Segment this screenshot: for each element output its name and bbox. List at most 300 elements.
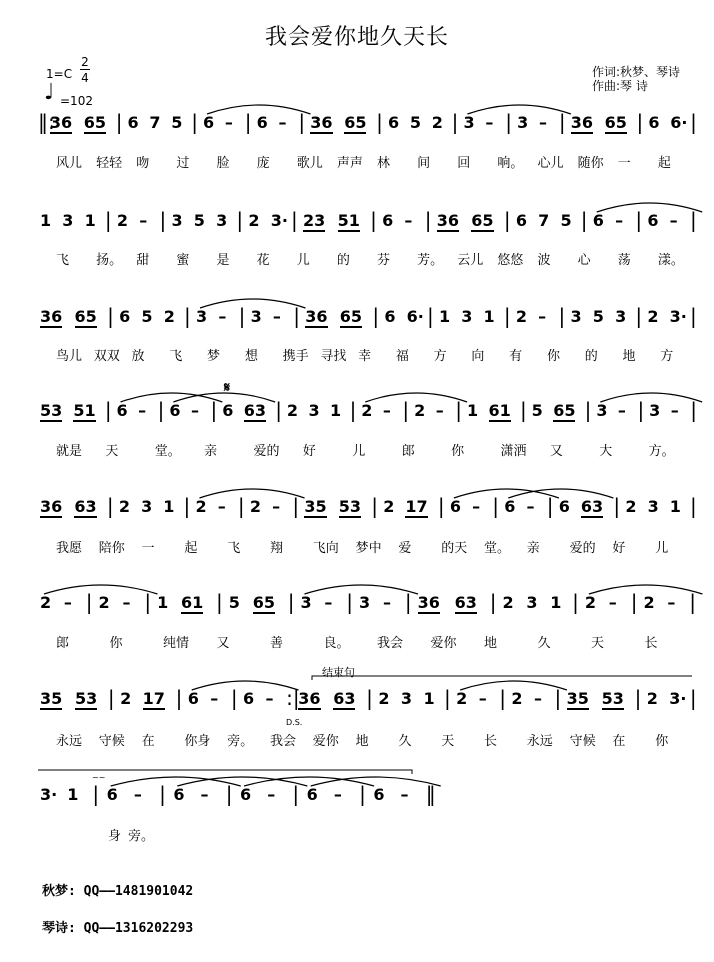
lyric-word: 荡	[617, 253, 631, 268]
note: 3	[570, 307, 582, 326]
note: –	[218, 307, 227, 326]
note: –	[485, 113, 494, 132]
note: 1	[423, 689, 435, 708]
tie-layer	[0, 196, 714, 216]
note: 35	[304, 497, 327, 516]
lyric-word: 吻	[136, 156, 150, 171]
note: 36	[570, 113, 593, 132]
tie-layer	[0, 482, 714, 502]
note: 5	[141, 307, 153, 326]
lyric-word: 你	[655, 734, 669, 749]
note: –	[472, 497, 481, 516]
bar-line: |	[580, 208, 588, 232]
bar-line: |	[492, 494, 500, 518]
note: 5	[531, 401, 543, 420]
bar-line: |	[437, 494, 445, 518]
note: 1	[163, 497, 175, 516]
lyric-word: 幸	[358, 349, 372, 364]
bar-line: |	[104, 208, 112, 232]
note: 2	[584, 593, 597, 612]
bar-line: |	[402, 398, 410, 422]
bar-line: |	[225, 782, 233, 806]
lyric-word: 长	[644, 636, 658, 651]
lyric-word: 爱你	[312, 734, 339, 749]
note: 6	[222, 401, 234, 420]
bar-line: |	[293, 304, 300, 328]
mordent-icon: ~~	[92, 773, 106, 782]
lyric-word: 扬。	[96, 253, 123, 268]
bar-line: |	[499, 686, 506, 710]
tie-layer	[0, 292, 714, 312]
lyric-word: 潇洒	[500, 444, 527, 459]
lyric-word: 爱	[398, 541, 412, 556]
lyric-word: 方	[433, 349, 447, 364]
bar-line: |	[424, 208, 432, 232]
tie-layer	[0, 386, 714, 406]
note: 6	[116, 401, 128, 420]
lyric-word: 一	[141, 541, 155, 556]
bar-line: |	[613, 494, 621, 518]
note: 6	[504, 497, 516, 516]
quarter-note-icon: ♩	[44, 80, 55, 105]
bar-line: |	[489, 590, 497, 614]
note: –	[63, 593, 72, 612]
note: 6	[256, 113, 268, 132]
tie-arc	[44, 585, 157, 594]
note: 6	[387, 113, 400, 132]
lyric-word: 悠悠	[497, 253, 524, 268]
bar-line: |	[503, 208, 511, 232]
note: –	[210, 689, 219, 708]
note: –	[133, 785, 142, 804]
note: 36	[40, 307, 63, 326]
note: 36	[310, 113, 333, 132]
note: 63	[243, 401, 267, 420]
lyric-word: 有	[509, 349, 523, 364]
note: –	[190, 401, 199, 420]
lyric-word: 的	[584, 349, 598, 364]
lyric-word: 长	[484, 734, 498, 749]
lyric-word: 芳。	[417, 253, 444, 268]
note: 3	[649, 401, 661, 420]
lyric-word: 郎	[56, 636, 70, 651]
note: 2	[647, 307, 659, 326]
note: 3·	[669, 307, 687, 326]
bar-line: |	[404, 590, 412, 614]
note: 3·	[270, 211, 288, 230]
tie-arc	[597, 203, 702, 212]
lyric-word: 心	[577, 253, 591, 268]
note: –	[617, 401, 626, 420]
lyric-word: 梦	[207, 349, 221, 364]
bar-line: |	[157, 398, 165, 422]
note: –	[533, 689, 542, 708]
lyric-word: 飞	[169, 349, 183, 364]
note: 1	[483, 307, 495, 326]
lyric-word: 我会	[377, 636, 404, 651]
lyric-word: 天	[105, 444, 119, 459]
bar-line: |	[689, 590, 696, 614]
lyric-word: 我会	[270, 734, 297, 749]
note: 3	[62, 211, 74, 230]
bar-line: |	[636, 110, 644, 134]
lyric-word: 地	[622, 349, 636, 364]
lyric-word: 在	[612, 734, 626, 749]
note: 53	[601, 689, 624, 708]
note: 17	[142, 689, 165, 708]
lyric-word: 方。	[648, 444, 675, 459]
note: 1	[157, 593, 169, 612]
bar-line: |	[370, 208, 377, 232]
note: 1	[550, 593, 562, 612]
lyric-word: 庞	[256, 156, 270, 171]
note: 2	[456, 689, 468, 708]
lyric-word: 回	[457, 156, 471, 171]
note: –	[615, 211, 624, 230]
note: 6	[173, 785, 185, 804]
bar-line: |	[519, 398, 527, 422]
lyric-word: 是	[216, 253, 230, 268]
bar-line: |	[210, 398, 218, 422]
lyric-word: 堂。	[484, 541, 511, 556]
note: 2	[378, 689, 390, 708]
note: 1	[669, 497, 681, 516]
bar-line: |	[144, 590, 152, 614]
note: 61	[181, 593, 204, 612]
note: 63	[580, 497, 604, 516]
note: 2	[515, 307, 528, 326]
note: 3	[647, 497, 659, 516]
tie-arc	[304, 585, 417, 594]
lyric-word: 郎	[401, 444, 415, 459]
note: 2	[502, 593, 514, 612]
note: 17	[405, 497, 428, 516]
note: 6	[106, 785, 118, 804]
lyric-word: 久	[537, 636, 551, 651]
note: 65	[83, 113, 107, 132]
note: 6	[306, 785, 318, 804]
bar-line: |	[443, 686, 451, 710]
bar-line: |	[690, 110, 697, 134]
lyric-word: 地	[484, 636, 498, 651]
note: 3	[615, 307, 627, 326]
note: 65	[74, 307, 97, 326]
bar-line: |	[690, 398, 698, 422]
coda-bracket-line	[312, 676, 692, 680]
note: 1	[438, 307, 451, 326]
bar-line: |	[503, 304, 511, 328]
note: –	[224, 113, 233, 132]
lyric-word: 又	[549, 444, 563, 459]
composer-credit: 作曲:琴 诗	[592, 79, 648, 93]
lyric-word: 爱你	[430, 636, 457, 651]
time-signature-top: 2	[81, 55, 89, 69]
note: –	[608, 593, 617, 612]
note: 63	[74, 497, 97, 516]
tie-arc	[200, 489, 305, 498]
bar-line: |	[689, 686, 697, 710]
lyric-word: 过	[176, 156, 190, 171]
note: 65	[339, 307, 363, 326]
tie-arc	[365, 393, 467, 402]
lyric-word: 良。	[323, 636, 350, 651]
lyric-word: 方	[660, 349, 674, 364]
note: 6	[242, 689, 255, 708]
note: 5	[193, 211, 205, 230]
note: 3	[300, 593, 312, 612]
tie-layer	[0, 578, 714, 598]
lyric-word: 你	[109, 636, 123, 651]
note: 6	[127, 113, 139, 132]
note: 3	[196, 307, 208, 326]
bar-line: |	[689, 208, 697, 232]
bar-line: |	[630, 590, 638, 614]
note: 65	[553, 401, 576, 420]
lyric-word: 寻找	[320, 349, 347, 364]
bar-line: |	[349, 398, 357, 422]
lyric-word: 波	[537, 253, 551, 268]
lyric-word: 林	[377, 156, 391, 171]
note: 1	[466, 401, 479, 420]
note: 2	[248, 211, 260, 230]
bar-line: |	[275, 398, 282, 422]
note: 2	[625, 497, 637, 516]
bar-line: |	[175, 686, 183, 710]
note: 3·	[40, 785, 58, 804]
bar-line: |	[115, 110, 123, 134]
note: –	[669, 211, 678, 230]
lyric-word: 风儿	[56, 156, 83, 171]
bar-line: |	[191, 110, 198, 134]
contact-qq: QQ——1481901042	[83, 884, 194, 899]
lyric-word: 天	[591, 636, 605, 651]
lyricist-credit: 作词:秋梦、琴诗	[592, 65, 681, 79]
note: 65	[604, 113, 627, 132]
bar-line: |	[107, 686, 115, 710]
note: 6	[203, 113, 215, 132]
note: 2	[195, 497, 207, 516]
note: 51	[73, 401, 96, 420]
note: 7	[149, 113, 161, 132]
note: 3	[461, 307, 473, 326]
note: 6	[592, 211, 604, 230]
note: 53	[338, 497, 362, 516]
lyric-word: 梦中	[355, 541, 382, 556]
lyric-word: 向	[471, 349, 485, 364]
contact-name: 秋梦:	[42, 884, 76, 899]
note: 2	[98, 593, 110, 612]
note: –	[333, 785, 342, 804]
lyric-word: 好	[302, 444, 316, 459]
lyric-word: 翔	[270, 541, 284, 556]
lyric-word: 飞	[56, 253, 70, 268]
lyric-word: 身	[108, 829, 122, 844]
note: 3	[141, 497, 153, 516]
bar-line: |	[690, 494, 697, 518]
score-row	[0, 592, 714, 652]
note: 6	[187, 689, 199, 708]
note: –	[538, 307, 547, 326]
note: 36	[417, 593, 440, 612]
bar-line: |	[216, 590, 223, 614]
bar-line: |	[159, 208, 167, 232]
lyric-word: 蜜	[176, 253, 190, 268]
lyric-word: 就是	[56, 444, 83, 459]
bar-line: |	[244, 110, 252, 134]
note: –	[670, 401, 679, 420]
lyric-word: 歌儿	[296, 156, 323, 171]
note: 6	[648, 113, 660, 132]
bar-line: |	[426, 304, 434, 328]
bar-line: |	[637, 398, 645, 422]
tempo-value: =102	[60, 94, 93, 108]
bar-line: |	[558, 304, 566, 328]
note: –	[138, 401, 147, 420]
lyric-word: 旁。	[128, 829, 155, 844]
note: 2	[163, 307, 175, 326]
note: 6	[240, 785, 252, 804]
bar-line: :|	[286, 686, 300, 710]
note: 1	[67, 785, 79, 804]
lyric-word: 好	[612, 541, 626, 556]
note: 2	[414, 401, 426, 420]
lyric-word: 的	[336, 253, 350, 268]
note: 36	[305, 307, 328, 326]
lyric-word: 想	[244, 349, 258, 364]
note: 3	[250, 307, 262, 326]
note: 6	[384, 307, 396, 326]
note: –	[400, 785, 409, 804]
lyric-word: 地	[355, 734, 369, 749]
note: –	[435, 401, 444, 420]
lyric-word: 起	[657, 156, 671, 171]
bar-line: |	[572, 590, 579, 614]
bar-line: |	[290, 208, 298, 232]
tie-arc	[207, 105, 310, 114]
note: 3	[171, 211, 183, 230]
note: 61	[488, 401, 511, 420]
lyric-word: 亲	[204, 444, 218, 459]
lyric-word: 亲	[526, 541, 540, 556]
lyric-word: 漾。	[657, 253, 684, 268]
bar-line: |	[359, 782, 366, 806]
lyric-word: 永远	[56, 734, 83, 749]
note: 6	[449, 497, 461, 516]
lyric-word: 堂。	[154, 444, 181, 459]
note: –	[265, 689, 274, 708]
bar-line: ‖:	[38, 110, 55, 134]
note: 51	[337, 211, 360, 230]
bar-line: |	[558, 110, 566, 134]
lyric-word: 儿	[296, 253, 310, 268]
note: –	[382, 401, 391, 420]
lyric-word: 心儿	[537, 156, 564, 171]
note: –	[272, 497, 281, 516]
lyric-word: 云儿	[457, 253, 484, 268]
tie-arc	[589, 585, 702, 594]
lyric-word: 鸟儿	[56, 349, 83, 364]
tie-layer	[0, 98, 714, 118]
lyric-word: 旁。	[227, 734, 254, 749]
note: –	[324, 593, 333, 612]
lyric-word: 飞	[227, 541, 241, 556]
tie-arc	[467, 105, 570, 114]
lyric-word: 双双	[93, 349, 120, 364]
lyric-word: 爱的	[569, 541, 596, 556]
note: 65	[252, 593, 275, 612]
note: 3	[308, 401, 320, 420]
lyric-word: 飞向	[312, 541, 339, 556]
note: 5	[409, 113, 421, 132]
contact-qinshi	[42, 917, 193, 936]
note: 3	[400, 689, 413, 708]
lyric-word: 福	[395, 349, 409, 364]
bar-line: |	[107, 304, 114, 328]
note: –	[538, 113, 547, 132]
lyric-word: 脸	[216, 156, 230, 171]
note: 5	[228, 593, 240, 612]
note: –	[404, 211, 413, 230]
bar-line: |	[287, 590, 295, 614]
note: 6	[558, 497, 570, 516]
note: –	[667, 593, 676, 612]
note: 6·	[406, 307, 424, 326]
bar-line: |	[635, 208, 643, 232]
note: 5	[171, 113, 183, 132]
lyric-word: 你身	[184, 734, 211, 749]
bar-line: |	[635, 304, 643, 328]
note: 6	[119, 307, 131, 326]
note: 36	[49, 113, 73, 132]
time-signature-line	[80, 69, 90, 70]
time-signature-bottom: 4	[81, 71, 89, 85]
lyric-word: 你	[546, 349, 560, 364]
note: 5	[592, 307, 604, 326]
coda-label: 结束句	[322, 666, 355, 679]
bar-line: |	[106, 494, 114, 518]
lyric-word: 携手	[282, 349, 309, 364]
note: 63	[454, 593, 477, 612]
tie-arc	[600, 393, 702, 402]
lyric-word: 守候	[98, 734, 125, 749]
bar-line: |	[183, 494, 191, 518]
lyric-word: 一	[617, 156, 631, 171]
note: 3	[463, 113, 475, 132]
lyric-word: 轻轻	[96, 156, 123, 171]
note: 1	[84, 211, 96, 230]
lyric-word: 纯情	[163, 636, 190, 651]
note: –	[200, 785, 209, 804]
lyric-word: 陪你	[98, 541, 125, 556]
bar-line: |	[104, 398, 112, 422]
note: 6	[169, 401, 181, 420]
note: –	[526, 497, 535, 516]
bar-line: |	[92, 782, 100, 806]
lyric-word: 善	[270, 636, 284, 651]
bar-line: |	[371, 494, 378, 518]
lyric-word: 的天	[441, 541, 468, 556]
bar-line: |	[237, 494, 245, 518]
bar-line: |	[505, 110, 512, 134]
note: 6	[647, 211, 659, 230]
bar-line: |	[298, 110, 306, 134]
note: 2	[431, 113, 443, 132]
note: 6	[373, 785, 385, 804]
note: 1	[330, 401, 342, 420]
lyric-word: 你	[451, 444, 465, 459]
note: –	[478, 689, 487, 708]
lyric-word: 儿	[352, 444, 366, 459]
